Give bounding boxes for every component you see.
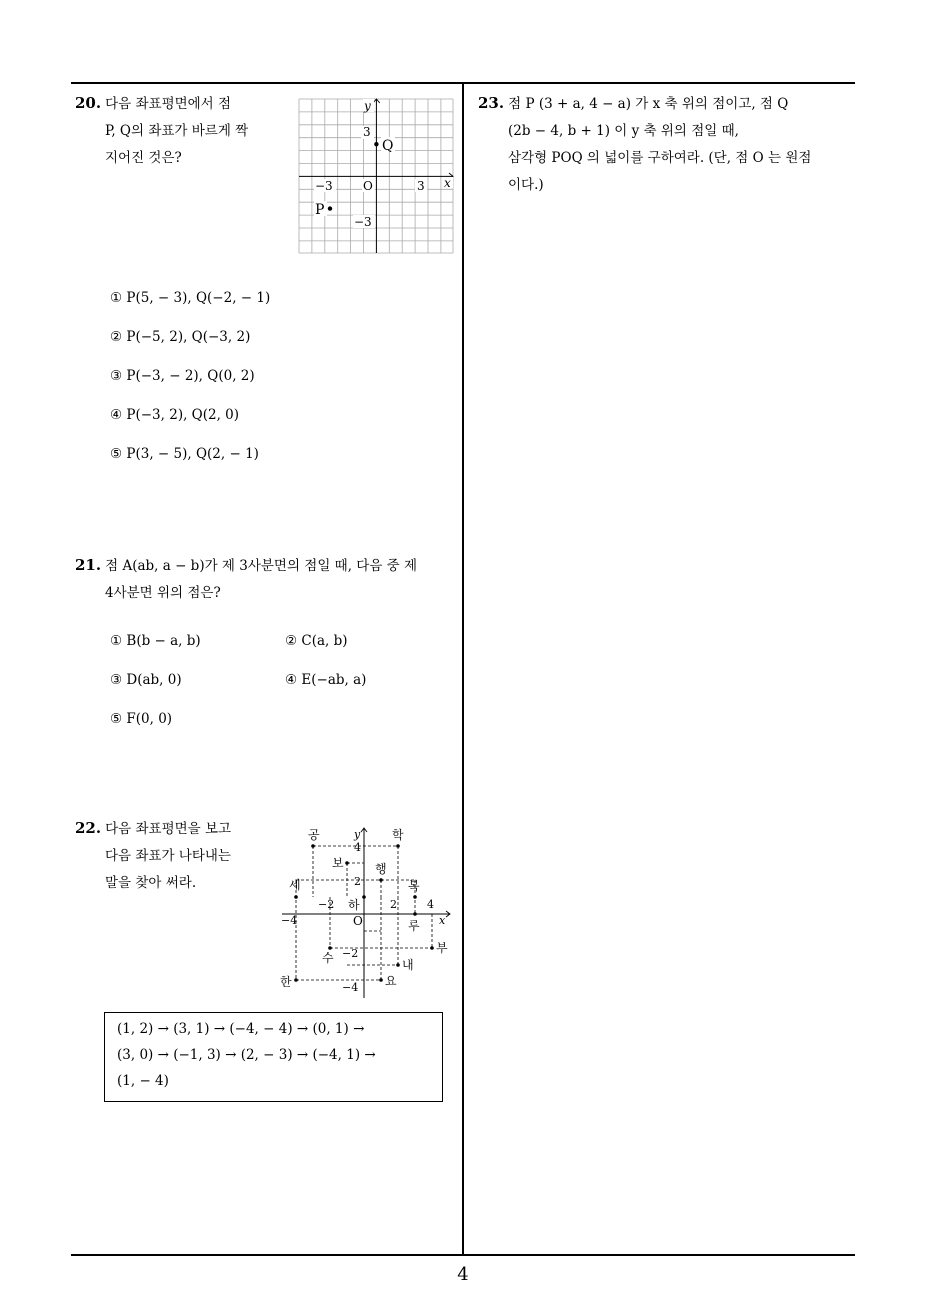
q22-line1: 다음 좌표평면을 보고 — [105, 821, 232, 837]
q22-label-haeng: 행 — [375, 862, 387, 876]
q20-label-p: P — [315, 202, 325, 218]
q22-label-ru: 루 — [408, 919, 420, 933]
q22-stem — [75, 815, 275, 897]
q22-box-line3: (1, − 4) — [117, 1073, 169, 1089]
q20-tick-y3: 3 — [363, 125, 371, 139]
q20-number: 20. — [75, 94, 102, 112]
q22-point-bo — [345, 861, 349, 865]
q20-origin: O — [363, 179, 373, 193]
q20-option-1[interactable]: ① P(5, − 3), Q(−2, − 1) — [110, 290, 271, 306]
q22-coordinate-graph — [278, 822, 456, 1002]
q20-label-q: Q — [382, 138, 394, 154]
q21-option-2[interactable]: ② C(a, b) — [285, 633, 348, 649]
q22-label-hak: 학 — [392, 828, 404, 842]
q22-label-ha: 하 — [348, 898, 360, 912]
q22-point-ru — [413, 912, 417, 916]
q22-box-line2: (3, 0) → (−1, 3) → (2, − 3) → (−4, 1) → — [117, 1047, 376, 1063]
q20-tick-x3: 3 — [417, 179, 425, 193]
q22-point-hak — [396, 844, 400, 848]
page-number: 4 — [457, 1264, 469, 1285]
q22-tick-xm2: −2 — [318, 898, 335, 911]
q20-line3: 지어진 것은? — [105, 150, 182, 166]
q22-label-han: 한 — [280, 975, 292, 989]
q22-tick-x2: 2 — [390, 898, 397, 911]
q22-number: 22. — [75, 819, 102, 837]
q23-line2: (2b − 4, b + 1) 이 y 축 위의 점일 때, — [508, 123, 739, 139]
q22-label-gong: 공 — [308, 828, 320, 842]
q22-point-se — [294, 895, 298, 899]
q22-label-bo: 보 — [332, 856, 344, 870]
q22-point-han — [294, 978, 298, 982]
q22-tick-ym4: −4 — [342, 981, 359, 994]
q22-coordinate-box — [104, 1012, 443, 1102]
q22-y-label: y — [354, 828, 361, 841]
q20-stem — [75, 90, 285, 172]
q23-number: 23. — [478, 94, 505, 112]
q22-label-bu: 부 — [436, 941, 448, 955]
q20-tick-ym3: −3 — [354, 215, 372, 229]
q22-tick-x4: 4 — [427, 898, 434, 911]
q20-point-p — [328, 206, 332, 210]
q21-line1: 점 A(ab, a − b)가 제 3사분면의 점일 때, 다음 중 제 — [105, 558, 418, 574]
q20-option-4[interactable]: ④ P(−3, 2), Q(2, 0) — [110, 407, 240, 423]
q20-option-5[interactable]: ⑤ P(3, − 5), Q(2, − 1) — [110, 446, 259, 462]
q20-coordinate-graph — [297, 97, 455, 257]
q23-stem — [478, 90, 858, 199]
q22-x-label: x — [439, 914, 446, 927]
q23-line3: 삼각형 POQ 의 넓이를 구하여라. (단, 점 O 는 원점 — [508, 150, 812, 166]
q22-label-bok: 복 — [408, 879, 420, 893]
q22-tick-ym2: −2 — [342, 947, 359, 960]
q20-option-3[interactable]: ③ P(−3, − 2), Q(0, 2) — [110, 368, 255, 384]
q22-tick-y4: 4 — [354, 841, 361, 854]
q20-point-q — [374, 142, 378, 146]
q20-line1: 다음 좌표평면에서 점 — [105, 96, 232, 112]
q20-tick-xm3: −3 — [315, 179, 333, 193]
q22-label-su: 수 — [322, 951, 334, 965]
q21-option-3[interactable]: ③ D(ab, 0) — [110, 672, 182, 688]
q22-point-haeng — [379, 878, 383, 882]
q22-tick-xm4: −4 — [281, 914, 298, 927]
q22-point-yo — [379, 978, 383, 982]
q21-option-1[interactable]: ① B(b − a, b) — [110, 633, 201, 649]
q22-point-gong — [311, 844, 315, 848]
q22-point-nae — [396, 963, 400, 967]
q22-point-bu — [430, 946, 434, 950]
q21-option-5[interactable]: ⑤ F(0, 0) — [110, 711, 173, 727]
q20-line2: P, Q의 좌표가 바르게 짝 — [105, 123, 249, 139]
q22-line3: 말을 찾아 써라. — [105, 875, 197, 891]
q22-line2: 다음 좌표가 나타내는 — [105, 848, 231, 864]
q22-label-se: 세 — [289, 878, 301, 892]
q22-label-nae: 내 — [402, 958, 414, 972]
q21-number: 21. — [75, 556, 102, 574]
q20-y-label: y — [364, 99, 371, 113]
q22-box-line1: (1, 2) → (3, 1) → (−4, − 4) → (0, 1) → — [117, 1021, 365, 1037]
q21-stem — [75, 552, 460, 607]
q22-tick-y2: 2 — [354, 875, 361, 888]
q23-line4: 이다.) — [508, 177, 544, 193]
q21-line2: 4사분면 위의 점은? — [105, 585, 221, 601]
q20-option-2[interactable]: ② P(−5, 2), Q(−3, 2) — [110, 329, 251, 345]
q23-line1: 점 P (3 + a, 4 − a) 가 x 축 위의 점이고, 점 Q — [508, 96, 789, 112]
q22-point-bok — [413, 895, 417, 899]
q22-point-ha — [362, 895, 366, 899]
q21-option-4[interactable]: ④ E(−ab, a) — [285, 672, 367, 688]
q22-origin: O — [353, 914, 363, 928]
q22-label-yo: 요 — [385, 974, 397, 988]
q20-x-label: x — [444, 176, 451, 190]
q22-point-su — [328, 946, 332, 950]
column-divider — [462, 82, 464, 1256]
